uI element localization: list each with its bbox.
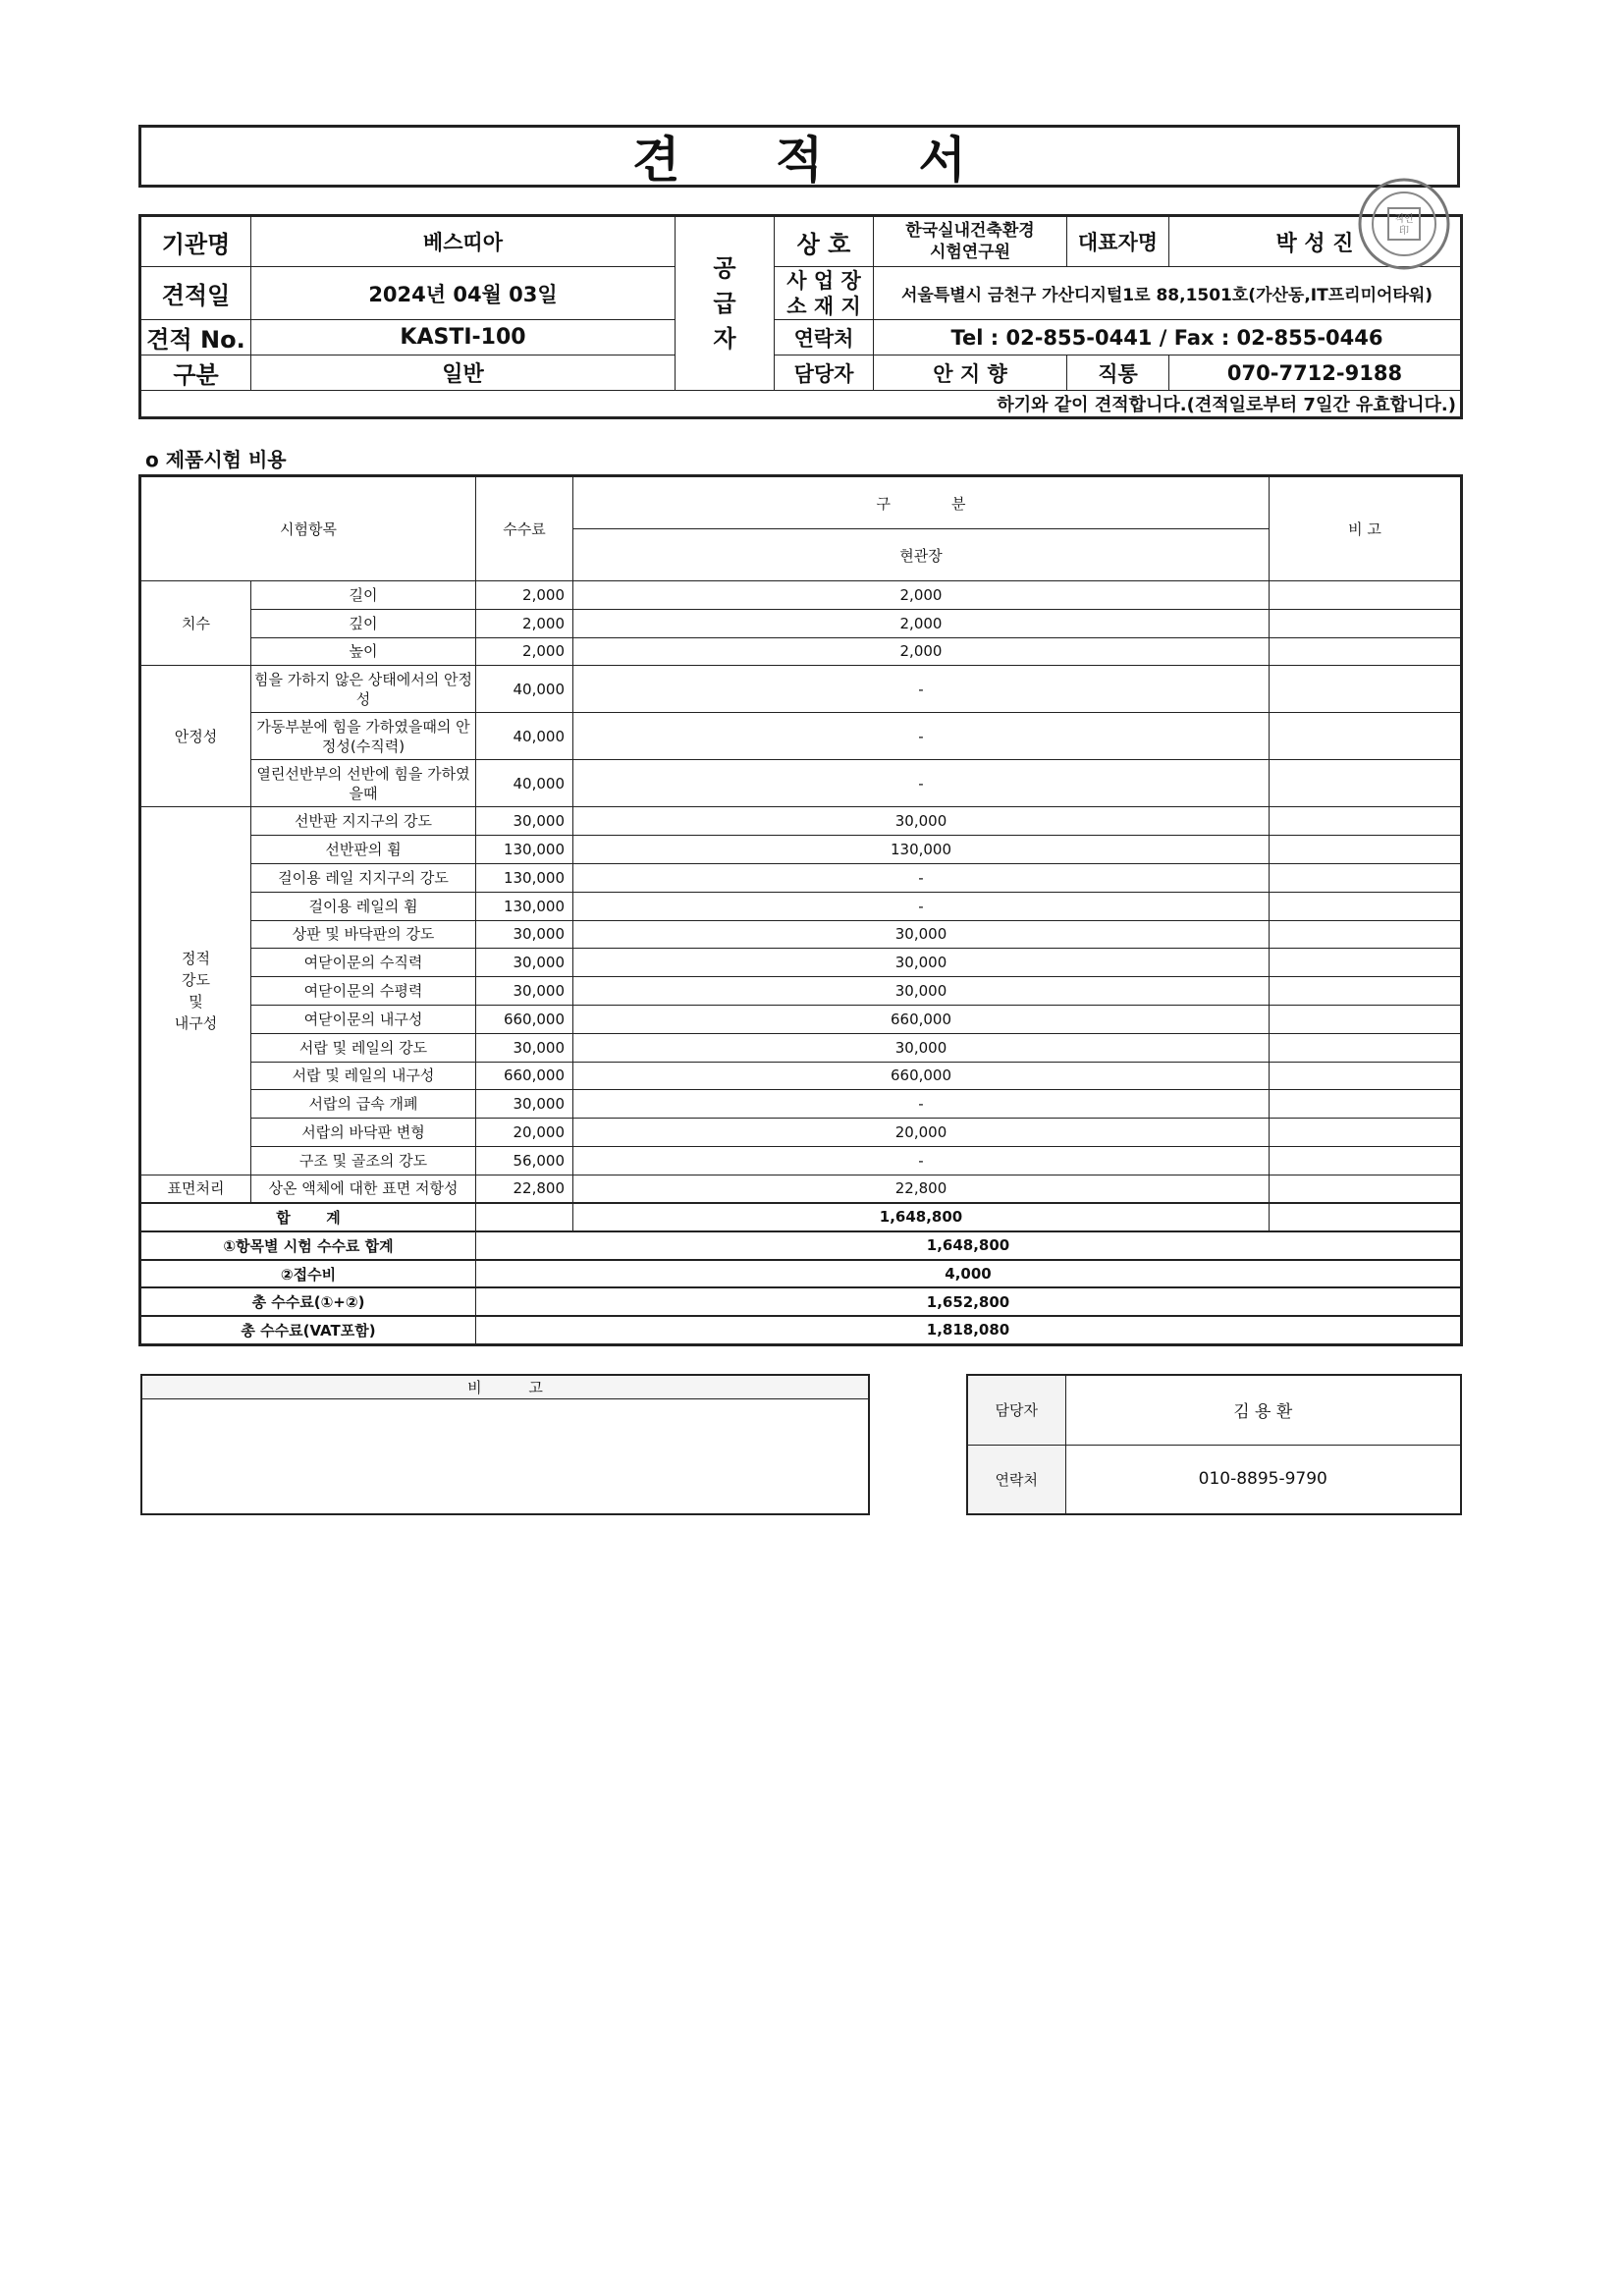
table-row — [140, 807, 1462, 836]
ceo-label: 대표자명 — [1067, 216, 1169, 267]
remark-cell — [1270, 666, 1462, 713]
address-value: 서울특별시 금천구 가산디지털1로 88,1501호(가산동,IT프리미어타워) — [874, 267, 1462, 320]
remark-cell — [1270, 1062, 1462, 1090]
table-row — [140, 637, 1462, 666]
table-row — [140, 1033, 1462, 1062]
col-header-fee: 수수료 — [476, 476, 573, 581]
test-fee: 130,000 — [476, 836, 573, 864]
test-fee: 2,000 — [476, 581, 573, 610]
test-fee: 40,000 — [476, 713, 573, 760]
no-value: KASTI-100 — [251, 320, 676, 355]
test-item: 열린선반부의 선반에 힘을 가하였을때 — [251, 760, 476, 807]
total-row — [140, 1316, 1462, 1344]
total-label: ①항목별 시험 수수료 합계 — [140, 1231, 476, 1260]
test-item: 선반판 지지구의 강도 — [251, 807, 476, 836]
remark-cell — [1270, 863, 1462, 892]
contact-phone-value: 010-8895-9790 — [1065, 1445, 1461, 1514]
test-fee: 660,000 — [476, 1062, 573, 1090]
division-value: - — [573, 713, 1270, 760]
table-row — [140, 1175, 1462, 1203]
test-item: 서랍 및 레일의 내구성 — [251, 1062, 476, 1090]
remark-content — [141, 1398, 869, 1514]
test-item: 구조 및 골조의 강도 — [251, 1146, 476, 1175]
remark-cell — [1270, 1119, 1462, 1147]
remark-cell — [1270, 1005, 1462, 1033]
table-row — [140, 1090, 1462, 1119]
remark-cell — [1270, 609, 1462, 637]
contact-manager-value: 김 용 환 — [1065, 1375, 1461, 1445]
table-row — [140, 836, 1462, 864]
division-value: - — [573, 760, 1270, 807]
test-item: 힘을 가하지 않은 상태에서의 안정성 — [251, 666, 476, 713]
total-row — [140, 1231, 1462, 1260]
division-value: 30,000 — [573, 949, 1270, 977]
contact-phone-label: 연락처 — [967, 1445, 1065, 1514]
test-fee: 2,000 — [476, 609, 573, 637]
division-value: 2,000 — [573, 637, 1270, 666]
address-label: 사 업 장 소 재 지 — [775, 267, 874, 320]
test-fee-table — [138, 474, 1463, 1346]
total-value: 4,000 — [476, 1260, 1462, 1288]
total-label: ②접수비 — [140, 1260, 476, 1288]
test-fee: 130,000 — [476, 863, 573, 892]
col-header-division: 구 분 — [573, 476, 1270, 529]
sum-fee-cell — [476, 1203, 573, 1231]
total-row — [140, 1260, 1462, 1288]
table-row — [140, 949, 1462, 977]
table-row — [140, 609, 1462, 637]
test-item: 길이 — [251, 581, 476, 610]
test-item: 높이 — [251, 637, 476, 666]
table-row — [140, 713, 1462, 760]
total-label: 총 수수료(VAT포함) — [140, 1316, 476, 1344]
test-item: 서랍의 급속 개폐 — [251, 1090, 476, 1119]
test-item: 걸이용 레일의 휨 — [251, 892, 476, 920]
document-title: 견 적 서 — [632, 132, 1005, 189]
col-header-remark: 비 고 — [1270, 476, 1462, 581]
test-fee: 20,000 — [476, 1119, 573, 1147]
org-label: 기관명 — [140, 216, 251, 267]
sum-row — [140, 1203, 1462, 1231]
test-item: 걸이용 레일 지지구의 강도 — [251, 863, 476, 892]
remark-cell — [1270, 581, 1462, 610]
table-row — [140, 581, 1462, 610]
test-fee: 40,000 — [476, 760, 573, 807]
manager-label: 담당자 — [775, 355, 874, 391]
col-header-item: 시험항목 — [140, 476, 476, 581]
company-label: 상 호 — [775, 216, 874, 267]
remark-cell — [1270, 713, 1462, 760]
table-row — [140, 1005, 1462, 1033]
remark-cell — [1270, 892, 1462, 920]
sum-value: 1,648,800 — [573, 1203, 1270, 1231]
total-value: 1,818,080 — [476, 1316, 1462, 1344]
division-value: 30,000 — [573, 807, 1270, 836]
ceo-value: 박 성 진 — [1169, 216, 1462, 267]
table-row — [140, 863, 1462, 892]
division-value: - — [573, 1090, 1270, 1119]
col-header-entrance-cabinet: 현관장 — [573, 529, 1270, 581]
remark-cell — [1270, 1033, 1462, 1062]
test-item: 깊이 — [251, 609, 476, 637]
remark-title: 비 고 — [141, 1375, 869, 1398]
total-row — [140, 1287, 1462, 1316]
remark-cell — [1270, 836, 1462, 864]
direct-value: 070-7712-9188 — [1169, 355, 1462, 391]
table-row — [140, 977, 1462, 1006]
phone-value: Tel : 02-855-0441 / Fax : 02-855-0446 — [874, 320, 1462, 355]
group-name: 정적 강도 및 내구성 — [140, 807, 251, 1175]
type-value: 일반 — [251, 355, 676, 391]
remark-cell — [1270, 949, 1462, 977]
test-fee: 30,000 — [476, 949, 573, 977]
type-label: 구분 — [140, 355, 251, 391]
division-value: - — [573, 1146, 1270, 1175]
table-row — [140, 666, 1462, 713]
test-fee: 30,000 — [476, 1033, 573, 1062]
org-value: 베스띠아 — [251, 216, 676, 267]
remark-cell — [1270, 637, 1462, 666]
test-item: 상온 액체에 대한 표면 저항성 — [251, 1175, 476, 1203]
svg-text:印: 印 — [1399, 226, 1409, 237]
division-value: 2,000 — [573, 609, 1270, 637]
table-row — [140, 760, 1462, 807]
test-fee: 40,000 — [476, 666, 573, 713]
table-row — [140, 920, 1462, 949]
test-fee: 2,000 — [476, 637, 573, 666]
total-value: 1,652,800 — [476, 1287, 1462, 1316]
group-name: 치수 — [140, 581, 251, 666]
division-value: 130,000 — [573, 836, 1270, 864]
remark-cell — [1270, 977, 1462, 1006]
test-item: 가동부분에 힘을 가하였을때의 안정성(수직력) — [251, 713, 476, 760]
supplier-label: 공 급 자 — [676, 216, 775, 391]
total-value: 1,648,800 — [476, 1231, 1462, 1260]
division-value: - — [573, 863, 1270, 892]
group-name: 표면처리 — [140, 1175, 251, 1203]
division-value: 20,000 — [573, 1119, 1270, 1147]
remark-cell — [1270, 1146, 1462, 1175]
date-value: 2024년 04월 03일 — [251, 267, 676, 320]
test-item: 상판 및 바닥판의 강도 — [251, 920, 476, 949]
no-label: 견적 No. — [140, 320, 251, 355]
contact-box — [966, 1374, 1462, 1515]
contact-manager-label: 담당자 — [967, 1375, 1065, 1445]
sum-label: 합 계 — [140, 1203, 476, 1231]
remark-box — [140, 1374, 870, 1515]
remark-cell — [1270, 1175, 1462, 1203]
phone-label: 연락처 — [775, 320, 874, 355]
company-seal-stamp — [1355, 175, 1453, 273]
validity-note: 하기와 같이 견적합니다.(견적일로부터 7일간 유효합니다.) — [140, 391, 1462, 418]
table-row — [140, 1119, 1462, 1147]
test-fee: 30,000 — [476, 807, 573, 836]
test-fee: 22,800 — [476, 1175, 573, 1203]
division-value: 660,000 — [573, 1005, 1270, 1033]
document-title-box — [138, 125, 1460, 188]
test-item: 여닫이문의 내구성 — [251, 1005, 476, 1033]
test-item: 서랍 및 레일의 강도 — [251, 1033, 476, 1062]
test-item: 서랍의 바닥판 변형 — [251, 1119, 476, 1147]
division-value: - — [573, 666, 1270, 713]
test-fee: 660,000 — [476, 1005, 573, 1033]
test-fee: 30,000 — [476, 920, 573, 949]
svg-text:직인: 직인 — [1394, 214, 1414, 225]
division-value: 30,000 — [573, 920, 1270, 949]
date-label: 견적일 — [140, 267, 251, 320]
division-value: - — [573, 892, 1270, 920]
test-fee: 130,000 — [476, 892, 573, 920]
remark-cell — [1270, 760, 1462, 807]
table-row — [140, 1146, 1462, 1175]
remark-cell — [1270, 920, 1462, 949]
division-value: 2,000 — [573, 581, 1270, 610]
test-item: 여닫이문의 수직력 — [251, 949, 476, 977]
test-item: 여닫이문의 수평력 — [251, 977, 476, 1006]
division-value: 30,000 — [573, 977, 1270, 1006]
test-fee: 56,000 — [476, 1146, 573, 1175]
table-row — [140, 1062, 1462, 1090]
test-item: 선반판의 휨 — [251, 836, 476, 864]
test-fee: 30,000 — [476, 1090, 573, 1119]
remark-cell — [1270, 1090, 1462, 1119]
group-name: 안정성 — [140, 666, 251, 807]
division-value: 30,000 — [573, 1033, 1270, 1062]
header-table — [138, 214, 1463, 419]
sum-remark-cell — [1270, 1203, 1462, 1231]
total-label: 총 수수료(①+②) — [140, 1287, 476, 1316]
division-value: 660,000 — [573, 1062, 1270, 1090]
test-fee: 30,000 — [476, 977, 573, 1006]
manager-value: 안 지 향 — [874, 355, 1067, 391]
remark-cell — [1270, 807, 1462, 836]
company-value: 한국실내건축환경 시험연구원 — [874, 216, 1067, 267]
division-value: 22,800 — [573, 1175, 1270, 1203]
section-title: ο 제품시험 비용 — [145, 448, 287, 471]
table-row — [140, 892, 1462, 920]
direct-label: 직통 — [1067, 355, 1169, 391]
